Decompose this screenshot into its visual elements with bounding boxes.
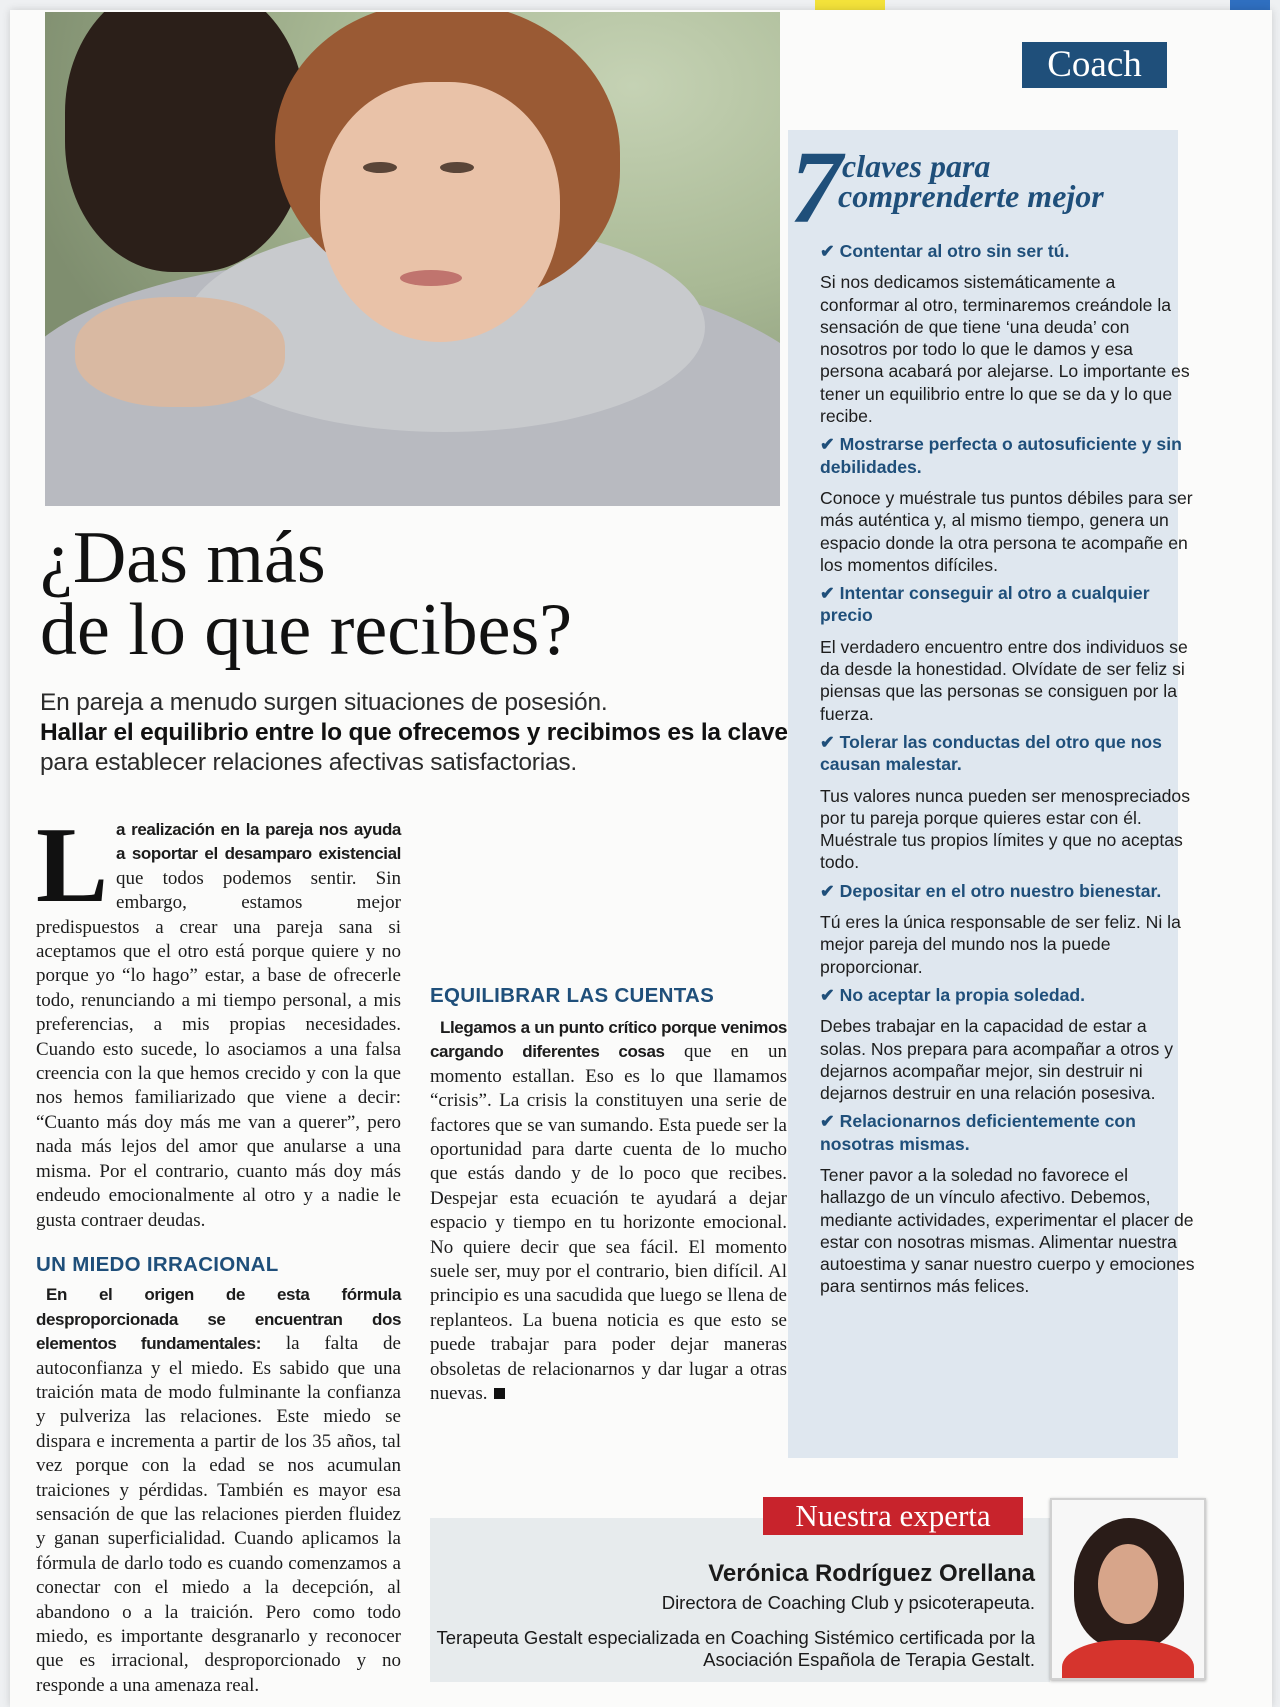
couple-photo — [45, 12, 780, 506]
sidebar-title-line-1: claves para — [842, 148, 991, 184]
key-body: Tus valores nunca pueden ser menospreciados por tu pareja porque quieres estar con él. Muéstrale tus propios límites y que no aceptas todo. — [820, 785, 1191, 873]
key-body: Si nos dedicamos sistemáticamente a conformar al otro, terminaremos creándole la sensación de que tiene ‘una deuda’ con nosotros por todo lo que le damos y esa persona acabará por alejarse. Lo importante es tener un equilibrio entre lo que se da y lo que recibe. — [820, 272, 1190, 427]
key-body: Tener pavor a la soledad no favorece el hallazgo de un vínculo afectivo. Debemos, mediante actividades, experimentar el placer de estar con nosotras mismas. Alimentar nuestra autoestima y sanar nuestro cuerpo y emociones para sentirnos más felices. — [820, 1164, 1195, 1297]
key-item — [820, 582, 1195, 725]
key-body: Conoce y muéstrale tus puntos débiles para ser más auténtica y, al mismo tiempo, genera un espacio donde la otra persona te acompañe en los momentos difíciles. — [820, 487, 1193, 575]
key-title: ✔ Mostrarse perfecta o autosuficiente y sin debilidades. — [820, 434, 1182, 477]
end-mark — [494, 1388, 505, 1399]
key-body: Debes trabajar en la capacidad de estar a solas. Nos prepara para acompañar a otros y dejarnos acompañar mejor, sin destruir ni dejarnos destruir en una relación posesiva. — [820, 1016, 1174, 1104]
subhead-equilibrar: EQUILIBRAR LAS CUENTAS — [430, 984, 715, 1007]
section2-lead: Llegamos a un punto crítico porque venimos cargando diferentes cosas — [430, 1018, 787, 1062]
intro-paragraph — [36, 806, 401, 1233]
key-item — [820, 731, 1195, 874]
section1-lead: En el origen de esta fórmula desproporcionada se encuentran dos elementos fundamentales: — [36, 1285, 401, 1354]
deck-subtitle — [40, 688, 800, 778]
key-item — [820, 984, 1195, 1104]
sidebar-number: 7 — [790, 130, 842, 245]
expert-description: Terapeuta Gestalt especializada en Coaching Sistémico certificada por la Asociación Española de Terapia Gestalt. — [436, 1627, 1035, 1670]
key-body: Tú eres la única responsable de ser feliz. Ni la mejor pareja del mundo nos la puede proporcionar. — [820, 912, 1181, 977]
dropcap: L — [36, 806, 109, 925]
deck-part-2: Hallar el equilibrio entre lo que ofrecemos y recibimos es la clave — [40, 719, 788, 746]
section2-text: que en un momento estallan. Eso es lo que llamamos “crisis”. La crisis la constituyen una serie de factores que se van sumando. Esta puede ser la oportunidad para darte cuenta de lo mucho que estás dando y de lo poco que recibes. Despejar esta ecuación te ayudará a dejar espacio y tiempo en tu horizonte emocional. No quiere decir que sea fácil. El momento suele ser, muy por el contrario, bien difícil. Al principio es una sacudida que luego se llena de replanteos. La buena noticia es que esto se puede trabajar para poder dejar maneras obsoletas de relacionarnos y dar lugar a otras nuevas. — [430, 1041, 787, 1405]
key-item — [820, 1110, 1195, 1297]
headline-line-1: ¿Das más — [40, 517, 326, 599]
key-title: ✔ Contentar al otro sin ser tú. — [820, 241, 1070, 261]
key-title: ✔ Relacionarnos deficientemente con nosotras mismas. — [820, 1111, 1136, 1154]
sidebar-title-line-2: comprenderte mejor — [838, 178, 1104, 214]
key-title: ✔ No aceptar la propia soledad. — [820, 984, 1086, 1005]
key-item — [820, 880, 1195, 978]
key-title: ✔ Depositar en el otro nuestro bienestar. — [820, 880, 1162, 901]
expert-portrait — [1050, 1498, 1206, 1680]
key-body: El verdadero encuentro entre dos individuos se da desde la honestidad. Olvídate de ser feliz si piensas que las personas se consiguen por la fuerza. — [820, 636, 1188, 724]
keys-list — [820, 240, 1195, 1304]
expert-label: Nuestra experta — [763, 1497, 1023, 1535]
headline — [40, 517, 800, 671]
intro-lead: a realización en la pareja nos ayuda a soportar el desamparo existencial — [116, 820, 401, 864]
sidebar-title — [790, 130, 1190, 245]
deck-part-3: para establecer relaciones afectivas satisfactorias. — [40, 749, 578, 776]
subhead-miedo: UN MIEDO IRRACIONAL — [36, 1252, 279, 1276]
key-item — [820, 240, 1195, 427]
key-title: ✔ Intentar conseguir al otro a cualquier precio — [820, 583, 1150, 626]
expert-role: Directora de Coaching Club y psicoterapeuta. — [661, 1592, 1035, 1613]
intro-text: que todos podemos sentir. Sin embargo, estamos mejor predispuestos a crear una pareja sana si aceptamos que el otro está porque quiere y no porque yo “lo hago” estar, a base de ofrecerle todo, renunciando a mi tiempo personal, a mis preferencias, a mis propias necesidades. Cuando esto sucede, lo asociamos a una falsa creencia con la que hemos crecido y con la que nos hemos familiarizado que viene a decir: “Cuanto más doy más me van a querer”, pero nada más lejos del amor que anularse a una misma. Por el contrario, cuanto más doy más endeudo emocionalmente al otro y a nadie le gusta contraer deudas. — [36, 867, 401, 1231]
key-title: ✔ Tolerar las conductas del otro que nos causan malestar. — [820, 731, 1162, 775]
body-column-1 — [36, 806, 401, 1698]
section1-text: la falta de autoconfianza y el miedo. Es sabido que una traición mata de modo fulminante la confianza y pulveriza las relaciones. Este miedo se dispara e incrementa a partir de los 35 años, tal vez porque con la edad se nos acumulan traiciones y pérdidas. También es mayor esa sensación de que las relaciones pierden fluidez y ganan superficialidad. Cuando aplicamos la fórmula de darlo todo es cuando comenzamos a conectar con el miedo a la decepción, al abandono o a la traición. Pero como todo miedo, es importante desgranarlo y reconocer que es irracional, desproporcionado y no responde a una amenaza real. — [36, 1333, 401, 1696]
expert-name: Verónica Rodríguez Orellana — [708, 1560, 1035, 1587]
deck-part-1: En pareja a menudo surgen situaciones de posesión. — [40, 689, 608, 716]
section1-paragraph — [36, 1283, 401, 1698]
headline-line-2: de lo que recibes? — [40, 589, 573, 671]
section-tag: Coach — [1022, 42, 1167, 88]
section2-paragraph — [430, 1016, 787, 1407]
key-item — [820, 433, 1195, 576]
